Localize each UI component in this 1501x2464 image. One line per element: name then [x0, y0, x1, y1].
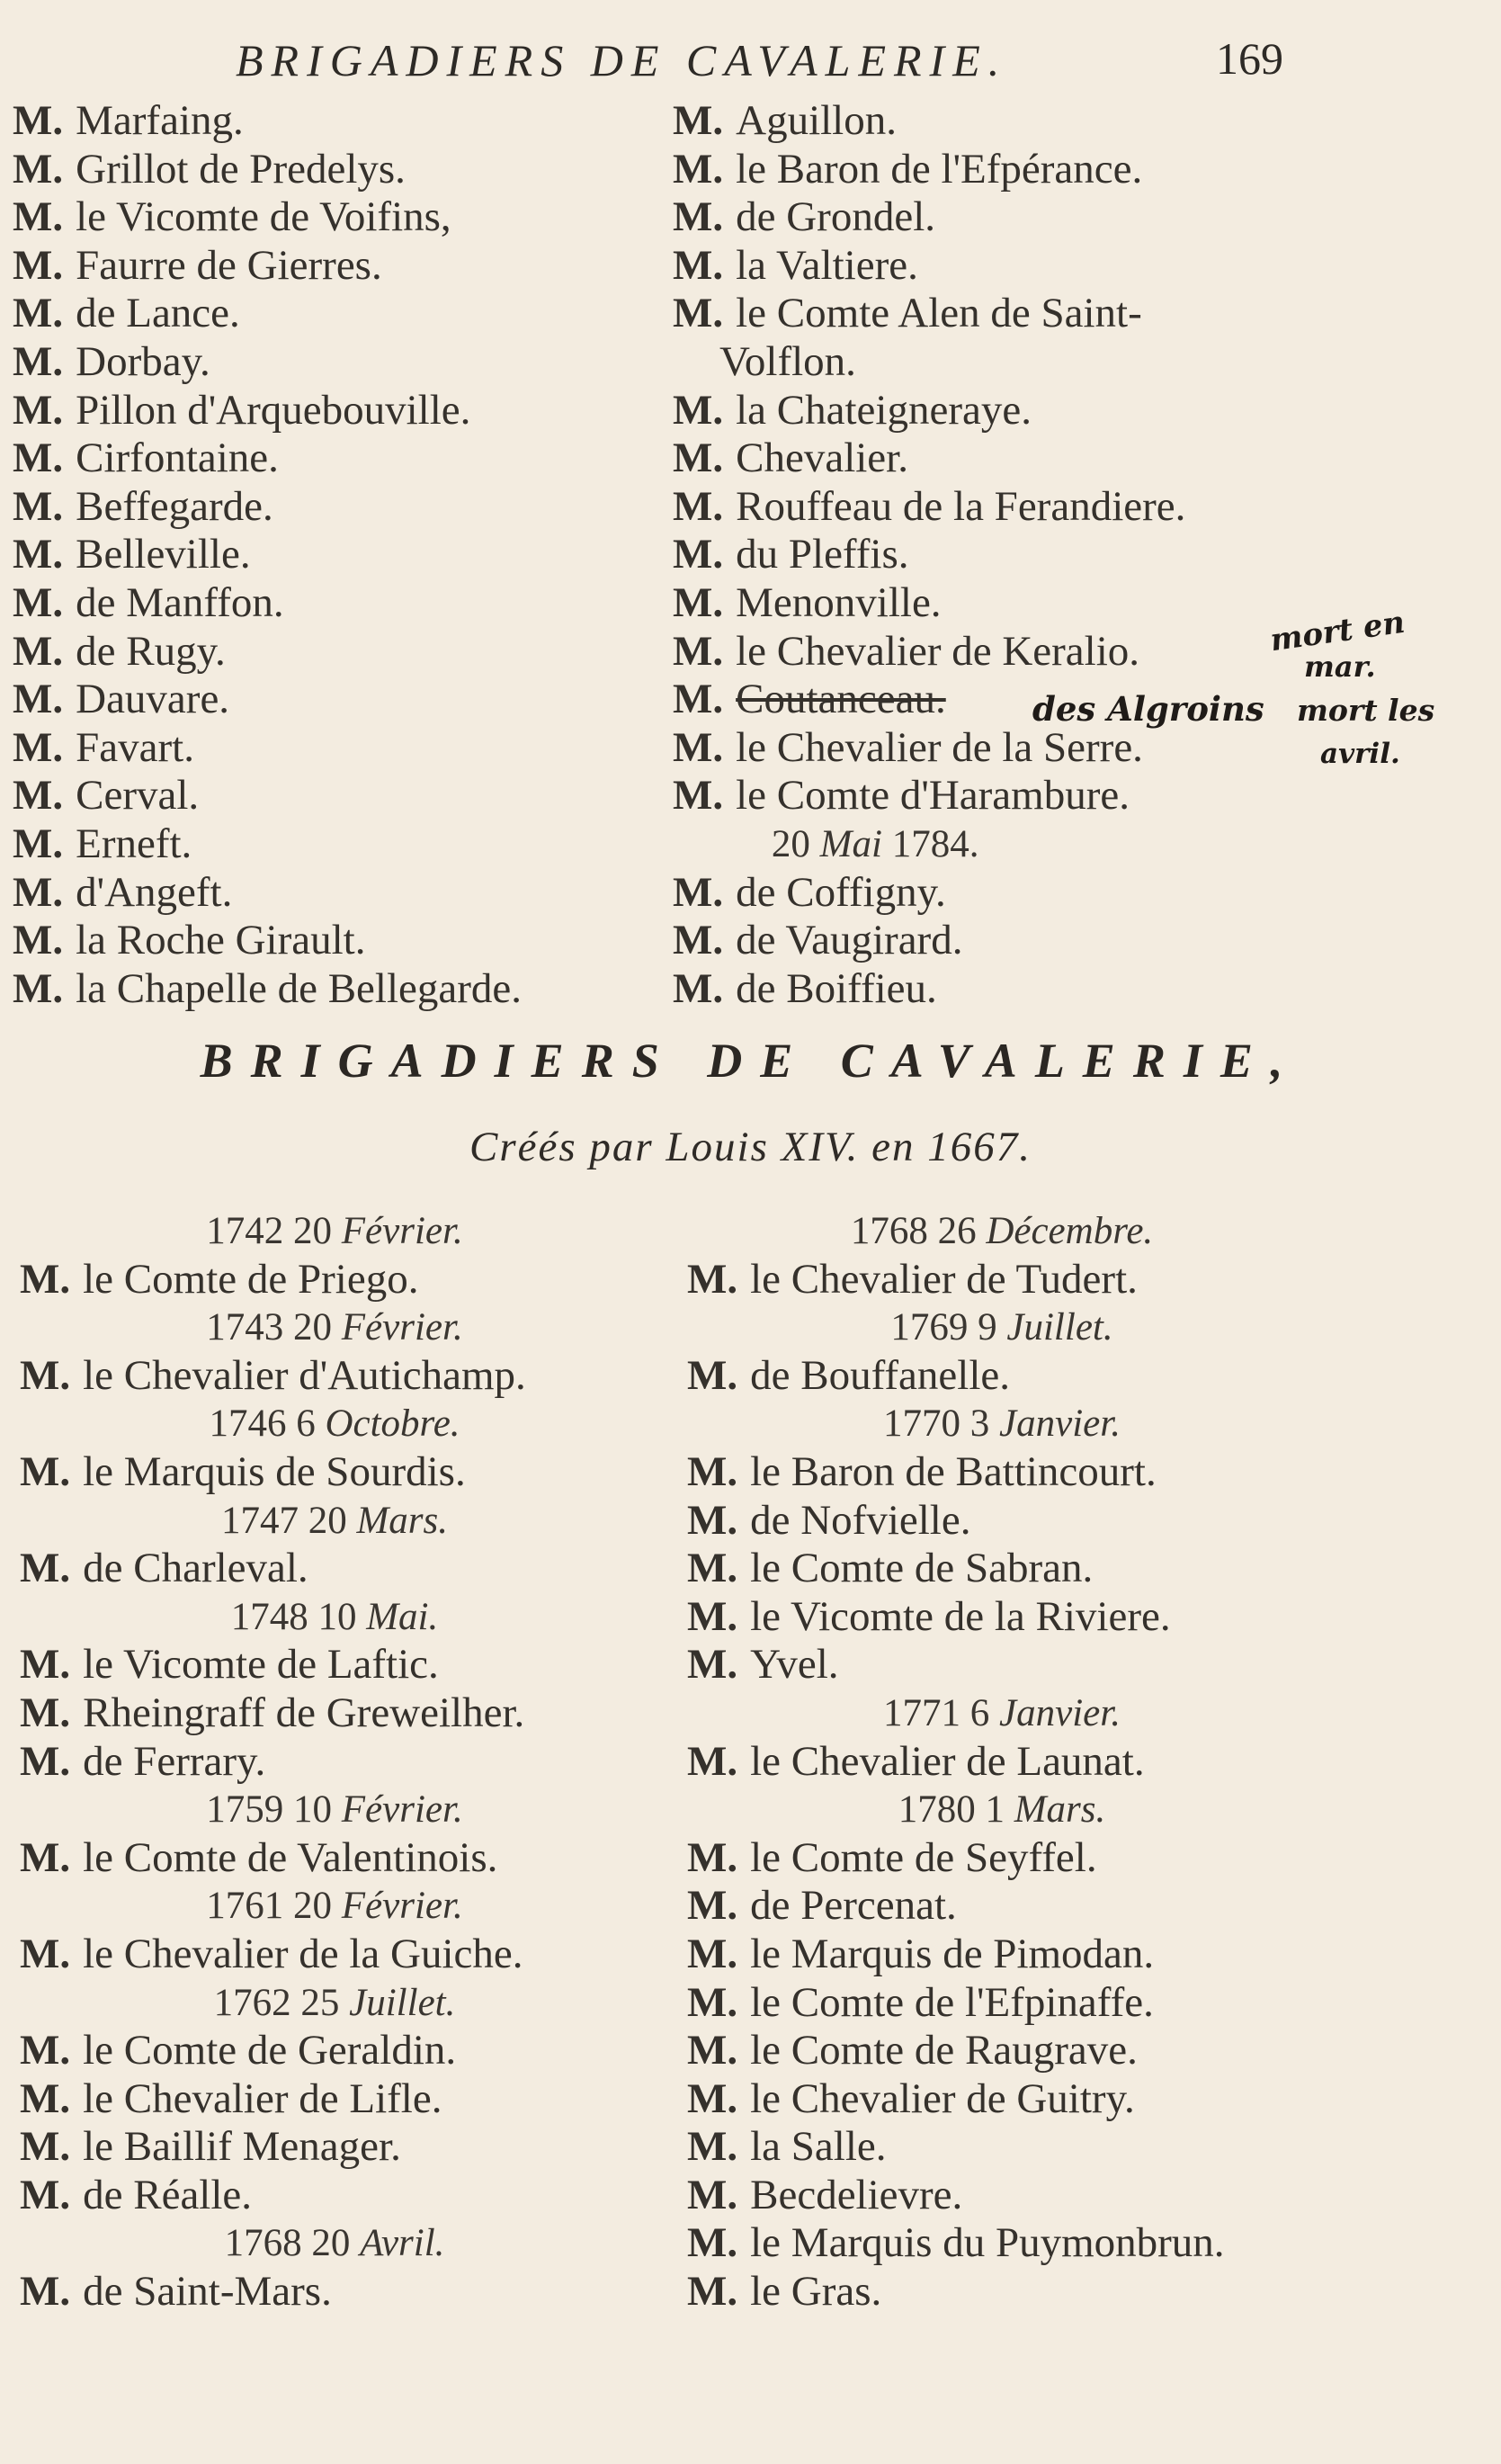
honorific: M. [13, 627, 64, 675]
honorific: M. [687, 2074, 738, 2122]
honorific: M. [687, 2171, 738, 2218]
date-year: 1784. [891, 822, 979, 865]
honorific: M. [13, 337, 64, 385]
date-day: 1 [985, 1788, 1014, 1832]
date-day: 10 [293, 1788, 342, 1832]
honorific: M. [13, 97, 64, 144]
name-text: Becdelievre. [750, 2171, 963, 2218]
honorific: M. [20, 1689, 71, 1736]
date-month: Juillet. [349, 1981, 456, 2024]
name-entry [13, 531, 522, 579]
honorific: M. [673, 145, 724, 193]
top-left-column [13, 97, 522, 1013]
name-entry [687, 1834, 1317, 1883]
date-heading [20, 1400, 649, 1448]
handwritten-note: des Algroins [1032, 689, 1264, 729]
date-month: Octobre. [325, 1402, 460, 1446]
date-month: Mai. [366, 1595, 439, 1638]
handwritten-note: mar. [1304, 650, 1376, 684]
name-entry [13, 579, 522, 628]
name-entry [687, 1256, 1317, 1304]
honorific: M. [673, 676, 724, 723]
honorific: M. [13, 676, 64, 723]
name-text: Beffegarde. [76, 482, 273, 530]
honorific: M. [687, 1351, 738, 1399]
name-text: le Comte de Raugrave. [750, 2027, 1138, 2074]
name-entry [687, 2075, 1317, 2124]
name-text: de Coffigny. [736, 868, 946, 916]
name-entry [687, 2027, 1317, 2075]
name-entry [20, 2268, 649, 2316]
name-text: le Vicomte de la Riviere. [750, 1592, 1171, 1640]
honorific: M. [687, 1592, 738, 1640]
name-text: Belleville. [76, 531, 251, 578]
name-text: Erneft. [76, 820, 192, 867]
honorific: M. [673, 241, 724, 289]
date-month: Juillet. [1006, 1306, 1113, 1349]
honorific: M. [20, 1737, 71, 1785]
date-year: 1770 [883, 1402, 970, 1446]
bottom-right-column [687, 1207, 1317, 2316]
honorific: M. [13, 290, 64, 337]
name-entry [687, 1545, 1317, 1593]
name-entry [13, 290, 522, 338]
name-text: d'Angeft. [76, 868, 233, 916]
honorific: M. [13, 772, 64, 820]
honorific: M. [13, 386, 64, 434]
name-text: de Saint-Mars. [83, 2268, 332, 2316]
honorific: M. [673, 193, 724, 241]
name-text: le Comte de Valentinois. [83, 1833, 498, 1881]
name-text: de Grondel. [736, 193, 935, 241]
honorific: M. [13, 241, 64, 289]
name-text: le Chevalier de Tudert. [750, 1255, 1138, 1303]
name-entry [687, 1352, 1317, 1401]
date-heading [687, 1207, 1317, 1256]
name-text: le Comte de Geraldin. [83, 2027, 457, 2074]
name-text: de Bouffanelle. [750, 1351, 1010, 1399]
page-number: 169 [1216, 33, 1283, 84]
honorific: M. [13, 964, 64, 1012]
name-text: Grillot de Predelys. [76, 145, 406, 193]
honorific: M. [673, 482, 724, 530]
name-text: Faurre de Gierres. [76, 241, 382, 289]
name-text: de Manffon. [76, 578, 284, 626]
date-heading [20, 1207, 649, 1256]
name-text: de Nofvielle. [750, 1496, 971, 1544]
name-entry [673, 435, 1185, 483]
date-heading [20, 1304, 649, 1352]
name-text: la Chateigneraye. [736, 386, 1032, 434]
name-entry [673, 724, 1185, 773]
honorific: M. [673, 723, 724, 771]
name-entry [13, 676, 522, 724]
honorific: M. [687, 1833, 738, 1881]
honorific: M. [20, 1833, 71, 1881]
name-entry [687, 1641, 1317, 1689]
name-text: Cirfontaine. [76, 435, 279, 482]
name-text: le Chevalier de la Guiche. [83, 1930, 523, 1977]
honorific: M. [687, 1545, 738, 1592]
date-year: 1768 [224, 2222, 312, 2265]
honorific: M. [673, 772, 724, 820]
name-text: le Baron de l'Efpérance. [736, 145, 1143, 193]
name-text: le Marquis du Puymonbrun. [750, 2219, 1225, 2267]
name-text: le Chevalier d'Autichamp. [83, 1351, 526, 1399]
honorific: M. [687, 1882, 738, 1930]
name-text: Cerval. [76, 772, 200, 820]
name-entry [673, 242, 1185, 291]
date-year: 1762 [213, 1981, 301, 2024]
honorific: M. [13, 917, 64, 964]
date-month: Mars. [356, 1499, 449, 1542]
date-heading [20, 1979, 649, 2028]
name-text: le Comte de Sabran. [750, 1545, 1094, 1592]
date-heading [20, 2219, 649, 2268]
name-continuation: Volflon. [719, 337, 856, 385]
name-entry [687, 1931, 1317, 1979]
section-title: BRIGADIERS DE CAVALERIE, [200, 1034, 1301, 1088]
name-text: Rheingraff de Greweilher. [83, 1689, 525, 1736]
name-text: le Vicomte de Laftic. [83, 1641, 439, 1689]
name-text: le Marquis de Sourdis. [83, 1447, 466, 1495]
name-entry [687, 1497, 1317, 1546]
name-entry [687, 2268, 1317, 2316]
name-entry [13, 869, 522, 918]
name-text: le Baron de Battincourt. [750, 1447, 1157, 1495]
name-text: le Chevalier de la Serre. [736, 723, 1143, 771]
date-day: 20 [293, 1210, 342, 1252]
name-text: le Comte Alen de Saint- [736, 290, 1142, 337]
honorific: M. [13, 723, 64, 771]
date-day: 25 [300, 1981, 350, 2024]
name-entry [687, 1448, 1317, 1497]
name-entry [673, 193, 1185, 242]
date-heading [20, 1882, 649, 1931]
name-entry [673, 97, 1185, 146]
date-month: Mars. [1014, 1788, 1106, 1832]
name-entry [20, 1641, 649, 1689]
name-text: Coutanceau. [736, 676, 946, 723]
name-text: le Comte de Seyffel. [750, 1833, 1097, 1881]
handwritten-note: mort en [1267, 604, 1407, 659]
honorific: M. [673, 435, 724, 482]
name-entry [13, 193, 522, 242]
honorific: M. [20, 1447, 71, 1495]
name-entry [13, 820, 522, 869]
date-year: 1761 [206, 1885, 294, 1928]
honorific: M. [673, 964, 724, 1012]
honorific: M. [687, 2219, 738, 2267]
honorific: M. [13, 193, 64, 241]
top-right-column [673, 97, 1185, 1013]
honorific: M. [687, 1978, 738, 2026]
running-head: BRIGADIERS DE CAVALERIE. [236, 35, 1008, 85]
date-day: 6 [969, 1691, 1000, 1734]
honorific: M. [20, 2171, 71, 2218]
date-year: 1747 [220, 1499, 308, 1542]
name-entry [13, 724, 522, 773]
honorific: M. [20, 2074, 71, 2122]
name-text: le Vicomte de Voifins, [76, 193, 451, 241]
honorific: M. [687, 1255, 738, 1303]
date-day: 20 [293, 1306, 342, 1349]
name-text: de Boiffieu. [736, 964, 937, 1012]
name-entry [13, 387, 522, 435]
honorific: M. [20, 1255, 71, 1303]
name-entry [673, 483, 1185, 532]
honorific: M. [13, 145, 64, 193]
date-month: Décembre. [986, 1210, 1154, 1252]
section-subtitle: Créés par Louis XIV. en 1667. [469, 1124, 1032, 1170]
name-entry [13, 97, 522, 146]
name-text: la Valtiere. [736, 241, 918, 289]
handwritten-note: avril. [1320, 738, 1400, 770]
name-entry [673, 387, 1185, 435]
date-day: 20 [293, 1885, 342, 1928]
name-text: le Chevalier de Keralio. [736, 627, 1140, 675]
date-day: 10 [317, 1595, 367, 1638]
name-entry [20, 2075, 649, 2124]
date-year: 1746 [209, 1402, 297, 1446]
name-entry [13, 483, 522, 532]
name-text: la Chapelle de Bellegarde. [76, 964, 523, 1012]
honorific: M. [13, 820, 64, 867]
date-month: Janvier. [999, 1691, 1121, 1734]
honorific: M. [13, 435, 64, 482]
date-month: Mai [819, 822, 892, 865]
name-entry [13, 146, 522, 194]
name-entry [13, 242, 522, 291]
name-text: de Réalle. [83, 2171, 253, 2218]
honorific: M. [20, 1641, 71, 1689]
name-text: Dauvare. [76, 676, 230, 723]
name-text: Dorbay. [76, 337, 210, 385]
name-entry [687, 1593, 1317, 1642]
date-day: 20 [771, 822, 820, 865]
name-entry [687, 1979, 1317, 2028]
honorific: M. [687, 2123, 738, 2171]
name-entry [20, 1448, 649, 1497]
honorific: M. [13, 531, 64, 578]
name-entry [673, 917, 1185, 965]
name-entry [673, 579, 1185, 628]
name-entry [673, 772, 1185, 820]
honorific: M. [673, 868, 724, 916]
name-text: Rouffeau de la Ferandiere. [736, 482, 1186, 530]
honorific: M. [673, 290, 724, 337]
honorific: M. [673, 97, 724, 144]
honorific: M. [673, 578, 724, 626]
name-entry [13, 917, 522, 965]
name-entry [673, 531, 1185, 579]
honorific: M. [687, 2027, 738, 2074]
name-entry [13, 338, 522, 387]
date-day: 20 [308, 1499, 357, 1542]
name-text: du Pleffis. [736, 531, 909, 578]
name-entry [20, 1834, 649, 1883]
honorific: M. [673, 627, 724, 675]
date-year: 1743 [206, 1306, 294, 1349]
honorific: M. [20, 2027, 71, 2074]
name-text: le Baillif Menager. [83, 2123, 401, 2171]
name-text: le Chevalier de Lifle. [83, 2074, 442, 2122]
honorific: M. [13, 482, 64, 530]
name-entry [20, 2123, 649, 2172]
bottom-left-column [20, 1207, 649, 2316]
honorific: M. [20, 1351, 71, 1399]
name-entry [687, 2219, 1317, 2268]
name-entry [20, 1931, 649, 1979]
name-entry [20, 1689, 649, 1738]
honorific: M. [20, 1545, 71, 1592]
honorific: M. [687, 1641, 738, 1689]
honorific: M. [13, 578, 64, 626]
honorific: M. [687, 1447, 738, 1495]
honorific: M. [20, 2268, 71, 2316]
name-entry [20, 1352, 649, 1401]
date-heading [687, 1400, 1317, 1448]
name-entry [20, 1545, 649, 1593]
date-month: Avril. [360, 2222, 445, 2265]
name-entry [687, 2172, 1317, 2220]
honorific: M. [673, 917, 724, 964]
name-entry [687, 2123, 1317, 2172]
date-year: 1780 [898, 1788, 986, 1832]
date-month: Février. [341, 1788, 463, 1832]
date-month: Février. [341, 1306, 463, 1349]
honorific: M. [673, 386, 724, 434]
name-text: le Comte d'Harambure. [736, 772, 1130, 820]
name-entry [687, 1738, 1317, 1787]
name-text: le Chevalier de Guitry. [750, 2074, 1135, 2122]
date-day: 20 [311, 2222, 361, 2265]
date-year: 1771 [883, 1691, 970, 1734]
date-heading [687, 1786, 1317, 1834]
name-entry [687, 1882, 1317, 1931]
date-year: 1768 [850, 1210, 938, 1252]
date-day: 9 [978, 1306, 1007, 1349]
name-entry [673, 628, 1185, 676]
name-text: le Gras. [750, 2268, 882, 2316]
name-entry [20, 1256, 649, 1304]
name-text: de Vaugirard. [736, 917, 963, 964]
name-text: la Salle. [750, 2123, 887, 2171]
date-month: Février. [341, 1885, 463, 1928]
date-heading [20, 1593, 649, 1642]
honorific: M. [673, 531, 724, 578]
handwritten-note: mort les [1297, 693, 1435, 728]
name-text: Favart. [76, 723, 194, 771]
date-heading [20, 1786, 649, 1834]
date-heading [673, 820, 1185, 869]
name-entry [13, 628, 522, 676]
date-month: Février. [341, 1210, 463, 1252]
name-entry [13, 435, 522, 483]
name-text: le Marquis de Pimodan. [750, 1930, 1155, 1977]
name-text: de Percenat. [750, 1882, 957, 1930]
name-text: le Comte de Priego. [83, 1255, 419, 1303]
honorific: M. [687, 1737, 738, 1785]
name-text: Chevalier. [736, 435, 908, 482]
date-heading [20, 1497, 649, 1546]
name-entry [673, 290, 1185, 338]
name-text: le Comte de l'Efpinaffe. [750, 1978, 1154, 2026]
date-heading [687, 1304, 1317, 1352]
date-year: 1759 [206, 1788, 294, 1832]
name-text: Marfaing. [76, 97, 244, 144]
date-day: 6 [296, 1402, 326, 1446]
honorific: M. [687, 1930, 738, 1977]
name-text: Pillon d'Arquebouville. [76, 386, 471, 434]
date-year: 1742 [206, 1210, 294, 1252]
name-text: Yvel. [750, 1641, 839, 1689]
name-entry [20, 2172, 649, 2220]
name-text: de Charleval. [83, 1545, 308, 1592]
name-text: Menonville. [736, 578, 942, 626]
name-entry [13, 772, 522, 820]
date-day: 26 [937, 1210, 987, 1252]
name-entry [13, 965, 522, 1014]
name-text: le Chevalier de Launat. [750, 1737, 1145, 1785]
date-month: Janvier. [999, 1402, 1121, 1446]
name-text: Aguillon. [736, 97, 897, 144]
name-text: la Roche Girault. [76, 917, 366, 964]
name-entry [20, 2027, 649, 2075]
name-entry [20, 1738, 649, 1787]
name-text: de Ferrary. [83, 1737, 266, 1785]
name-entry [673, 869, 1185, 918]
name-entry [673, 965, 1185, 1014]
date-heading [687, 1689, 1317, 1738]
honorific: M. [20, 2123, 71, 2171]
honorific: M. [13, 868, 64, 916]
name-entry [673, 146, 1185, 194]
honorific: M. [687, 1496, 738, 1544]
honorific: M. [20, 1930, 71, 1977]
name-text: de Lance. [76, 290, 240, 337]
date-year: 1769 [890, 1306, 978, 1349]
name-text: de Rugy. [76, 627, 226, 675]
date-day: 3 [969, 1402, 1000, 1446]
date-year: 1748 [230, 1595, 318, 1638]
honorific: M. [687, 2268, 738, 2316]
